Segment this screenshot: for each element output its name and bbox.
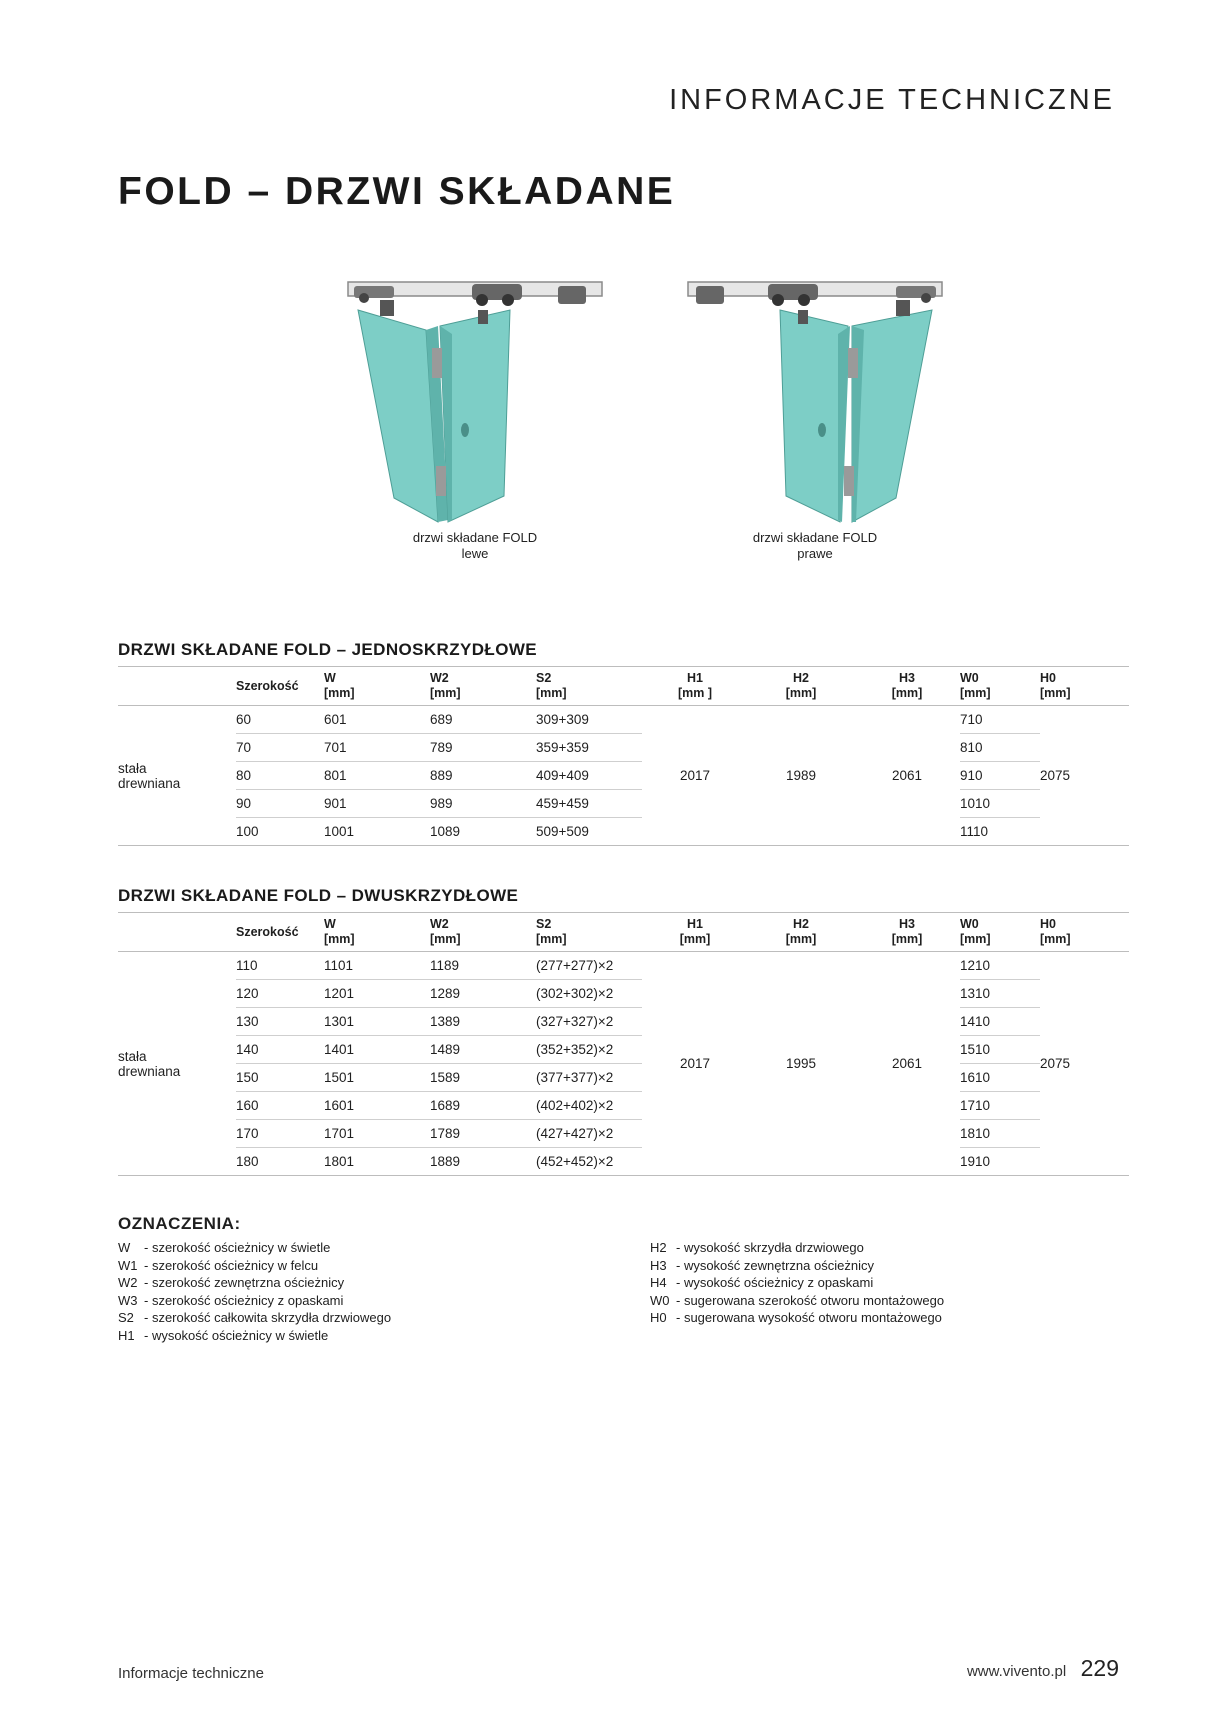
table-row (118, 1092, 1129, 1120)
cell-s2: (277+277)×2 (536, 952, 642, 980)
legend-code: W2 (118, 1275, 138, 1290)
type-line1: stała (118, 760, 147, 776)
col-w (324, 913, 430, 952)
cell-s2: 359+359 (536, 734, 642, 762)
cell-w0: 1910 (960, 1148, 1040, 1176)
door-figures (0, 270, 1211, 600)
cell-w: 1201 (324, 980, 430, 1008)
col-w0-unit: [mm] (960, 932, 991, 946)
cell-w2: 689 (430, 706, 536, 734)
col-w2-unit: [mm] (430, 932, 461, 946)
col-w-label: W (324, 917, 336, 931)
col-h0-label: H0 (1040, 917, 1056, 931)
legend-code: H0 (650, 1310, 667, 1325)
legend-text: - szerokość ościeżnicy w felcu (144, 1257, 319, 1273)
col-s2-unit: [mm] (536, 932, 567, 946)
legend-text: - sugerowana wysokość otworu montażowego (676, 1310, 942, 1325)
cell-w2: 889 (430, 762, 536, 790)
single-header-row (118, 667, 1129, 706)
cell-szer: 140 (236, 1036, 324, 1064)
single-type-cell (118, 706, 236, 846)
cell-w: 1801 (324, 1148, 430, 1176)
col-w-unit: [mm] (324, 932, 355, 946)
single-table-title: DRZWI SKŁADANE FOLD – JEDNOSKRZYDŁOWE (118, 640, 538, 659)
col-h2-unit: [mm] (785, 686, 817, 700)
legend-code: W0 (650, 1292, 670, 1308)
single-h1-cell: 2017 (642, 706, 748, 846)
col-h3 (854, 667, 960, 706)
table-row (118, 706, 1129, 734)
table-row (118, 734, 1129, 762)
legend-item (650, 1309, 944, 1327)
legend-title: OZNACZENIA: (118, 1214, 241, 1233)
footer-right (967, 1655, 1119, 1682)
legend-item (118, 1274, 391, 1292)
fold-door-left-illustration (340, 270, 610, 530)
legend-text: - wysokość zewnętrzna ościeżnicy (676, 1257, 874, 1273)
cell-w2: 989 (430, 790, 536, 818)
col-s2-label: S2 (536, 671, 552, 685)
cell-w0: 1710 (960, 1092, 1040, 1120)
page-number: 229 (1080, 1655, 1119, 1681)
cell-s2: (327+327)×2 (536, 1008, 642, 1036)
col-h2 (748, 913, 854, 952)
col-s2-label: S2 (536, 917, 552, 931)
cell-w0: 1110 (960, 818, 1040, 846)
figure-left-caption-line1: drzwi składane FOLD (412, 530, 538, 545)
col-w2 (430, 667, 536, 706)
cell-w2: 1389 (430, 1008, 536, 1036)
col-type (118, 667, 236, 706)
fold-door-right-illustration (680, 270, 950, 530)
cell-w2: 1289 (430, 980, 536, 1008)
double-table-title: DRZWI SKŁADANE FOLD – DWUSKRZYDŁOWE (118, 886, 519, 905)
cell-w: 901 (324, 790, 430, 818)
cell-w: 1701 (324, 1120, 430, 1148)
col-w0 (960, 913, 1040, 952)
legend-code: H4 (650, 1275, 667, 1290)
col-type (118, 913, 236, 952)
col-w0 (960, 667, 1040, 706)
type-line1: stała (118, 1048, 147, 1064)
col-h0-label: H0 (1040, 671, 1056, 685)
cell-w2: 1689 (430, 1092, 536, 1120)
double-header-row (118, 913, 1129, 952)
legend-code: H1 (118, 1327, 135, 1343)
col-h0 (1040, 913, 1129, 952)
legend-code: W3 (118, 1292, 138, 1308)
col-h0-unit: [mm] (1040, 686, 1071, 700)
cell-w2: 1489 (430, 1036, 536, 1064)
legend-text: - szerokość zewnętrzna ościeżnicy (144, 1275, 345, 1290)
cell-w0: 1810 (960, 1120, 1040, 1148)
figure-right-caption-line2: prawe (797, 546, 833, 561)
col-w-label: W (324, 671, 336, 685)
table-row (118, 1148, 1129, 1176)
cell-w2: 1589 (430, 1064, 536, 1092)
legend-item (118, 1239, 391, 1257)
cell-szer: 60 (236, 706, 324, 734)
cell-szer: 170 (236, 1120, 324, 1148)
table-row (118, 1120, 1129, 1148)
cell-szer: 110 (236, 952, 324, 980)
cell-s2: (302+302)×2 (536, 980, 642, 1008)
col-h2-label: H2 (793, 671, 809, 685)
legend-item (650, 1239, 944, 1257)
legend-left (118, 1239, 391, 1344)
table-row (118, 762, 1129, 790)
cell-w0: 910 (960, 762, 1040, 790)
col-w2-label: W2 (430, 671, 449, 685)
col-h1-label: H1 (687, 671, 703, 685)
col-w0-unit: [mm] (960, 686, 991, 700)
legend-text: - wysokość ościeżnicy w świetle (144, 1327, 329, 1343)
col-h3 (854, 913, 960, 952)
double-h3-cell: 2061 (854, 952, 960, 1176)
cell-szer: 180 (236, 1148, 324, 1176)
col-h3-unit: [mm] (891, 932, 923, 946)
table-row (118, 1036, 1129, 1064)
col-w0-label: W0 (960, 671, 979, 685)
col-h3-label: H3 (899, 917, 915, 931)
col-w (324, 667, 430, 706)
cell-s2: 459+459 (536, 790, 642, 818)
cell-w0: 1310 (960, 980, 1040, 1008)
table-row (118, 952, 1129, 980)
cell-w: 601 (324, 706, 430, 734)
figure-right-door (665, 270, 965, 562)
cell-w0: 1210 (960, 952, 1040, 980)
legend-right (650, 1239, 944, 1327)
legend-item (118, 1257, 391, 1275)
table-row (118, 790, 1129, 818)
cell-s2: (452+452)×2 (536, 1148, 642, 1176)
col-h3-label: H3 (899, 671, 915, 685)
col-szerokosc: Szerokość (236, 913, 324, 952)
table-row (118, 1008, 1129, 1036)
page-title: FOLD – DRZWI SKŁADANE (118, 170, 676, 213)
col-h0 (1040, 667, 1129, 706)
cell-w: 701 (324, 734, 430, 762)
figure-left-door (325, 270, 625, 562)
cell-w: 1601 (324, 1092, 430, 1120)
cell-w2: 789 (430, 734, 536, 762)
cell-w: 1001 (324, 818, 430, 846)
double-h0-cell: 2075 (1040, 952, 1129, 1176)
figure-right-caption-line1: drzwi składane FOLD (752, 530, 878, 545)
legend-text: - szerokość ościeżnicy z opaskami (144, 1292, 344, 1308)
cell-szer: 100 (236, 818, 324, 846)
cell-szer: 90 (236, 790, 324, 818)
col-h2-unit: [mm] (785, 932, 817, 946)
legend-item (650, 1257, 944, 1275)
cell-w0: 1410 (960, 1008, 1040, 1036)
cell-s2: (402+402)×2 (536, 1092, 642, 1120)
legend-text: - szerokość całkowita skrzydła drzwiowego (144, 1310, 392, 1325)
legend-code: H2 (650, 1240, 667, 1255)
table-row (118, 818, 1129, 846)
cell-w2: 1789 (430, 1120, 536, 1148)
col-h1-unit: [mm] (679, 932, 711, 946)
col-s2-unit: [mm] (536, 686, 567, 700)
cell-w0: 710 (960, 706, 1040, 734)
legend-text: - sugerowana szerokość otworu montażowego (676, 1292, 945, 1308)
figure-left-caption (325, 530, 625, 562)
cell-szer: 150 (236, 1064, 324, 1092)
col-s2 (536, 913, 642, 952)
cell-s2: 409+409 (536, 762, 642, 790)
legend-item (118, 1292, 391, 1310)
cell-w: 1501 (324, 1064, 430, 1092)
col-h1 (642, 913, 748, 952)
col-s2 (536, 667, 642, 706)
col-h1 (642, 667, 748, 706)
col-szerokosc: Szerokość (236, 667, 324, 706)
figure-left-caption-line2: lewe (461, 546, 489, 561)
col-w0-label: W0 (960, 917, 979, 931)
col-w-unit: [mm] (324, 686, 355, 700)
legend-text: - wysokość ościeżnicy z opaskami (676, 1275, 874, 1290)
figure-right-caption (665, 530, 965, 562)
legend-item (118, 1327, 391, 1345)
legend-text: - szerokość ościeżnicy w świetle (144, 1240, 331, 1255)
legend-code: W1 (118, 1257, 138, 1273)
cell-w: 1401 (324, 1036, 430, 1064)
section-header: INFORMACJE TECHNICZNE (669, 84, 1115, 116)
table-row (118, 980, 1129, 1008)
single-spec-table (118, 666, 1129, 846)
cell-szer: 160 (236, 1092, 324, 1120)
type-line2: drewniana (118, 775, 181, 791)
cell-szer: 130 (236, 1008, 324, 1036)
cell-szer: 80 (236, 762, 324, 790)
cell-s2: (377+377)×2 (536, 1064, 642, 1092)
cell-w0: 810 (960, 734, 1040, 762)
legend-item (650, 1274, 944, 1292)
cell-w0: 1010 (960, 790, 1040, 818)
cell-w: 1101 (324, 952, 430, 980)
cell-s2: 509+509 (536, 818, 642, 846)
legend-item (650, 1292, 944, 1310)
double-spec-table (118, 912, 1129, 1176)
legend-code: H3 (650, 1257, 667, 1273)
footer-section-label: Informacje techniczne (118, 1665, 264, 1682)
footer-url-link[interactable]: www.vivento.pl (966, 1663, 1067, 1680)
cell-s2: (427+427)×2 (536, 1120, 642, 1148)
col-h3-unit: [mm] (891, 686, 923, 700)
legend-item (118, 1309, 391, 1327)
single-h3-cell: 2061 (854, 706, 960, 846)
col-h2-label: H2 (793, 917, 809, 931)
col-h0-unit: [mm] (1040, 932, 1071, 946)
cell-s2: 309+309 (536, 706, 642, 734)
cell-w2: 1889 (430, 1148, 536, 1176)
cell-w0: 1510 (960, 1036, 1040, 1064)
col-h2 (748, 667, 854, 706)
col-h1-label: H1 (687, 917, 703, 931)
col-h1-unit: [mm ] (677, 686, 713, 700)
cell-w2: 1189 (430, 952, 536, 980)
legend-code: W (118, 1240, 131, 1255)
legend-text: - wysokość skrzydła drzwiowego (676, 1240, 864, 1255)
cell-w0: 1610 (960, 1064, 1040, 1092)
col-w2-unit: [mm] (430, 686, 461, 700)
col-w2 (430, 913, 536, 952)
cell-szer: 70 (236, 734, 324, 762)
cell-s2: (352+352)×2 (536, 1036, 642, 1064)
single-h0-cell: 2075 (1040, 706, 1129, 846)
col-w2-label: W2 (430, 917, 449, 931)
cell-w2: 1089 (430, 818, 536, 846)
double-type-cell (118, 952, 236, 1176)
single-h2-cell: 1989 (748, 706, 854, 846)
legend-code: S2 (118, 1310, 134, 1325)
double-h2-cell: 1995 (748, 952, 854, 1176)
double-h1-cell: 2017 (642, 952, 748, 1176)
type-line2: drewniana (118, 1063, 181, 1079)
cell-szer: 120 (236, 980, 324, 1008)
cell-w: 801 (324, 762, 430, 790)
cell-w: 1301 (324, 1008, 430, 1036)
table-row (118, 1064, 1129, 1092)
